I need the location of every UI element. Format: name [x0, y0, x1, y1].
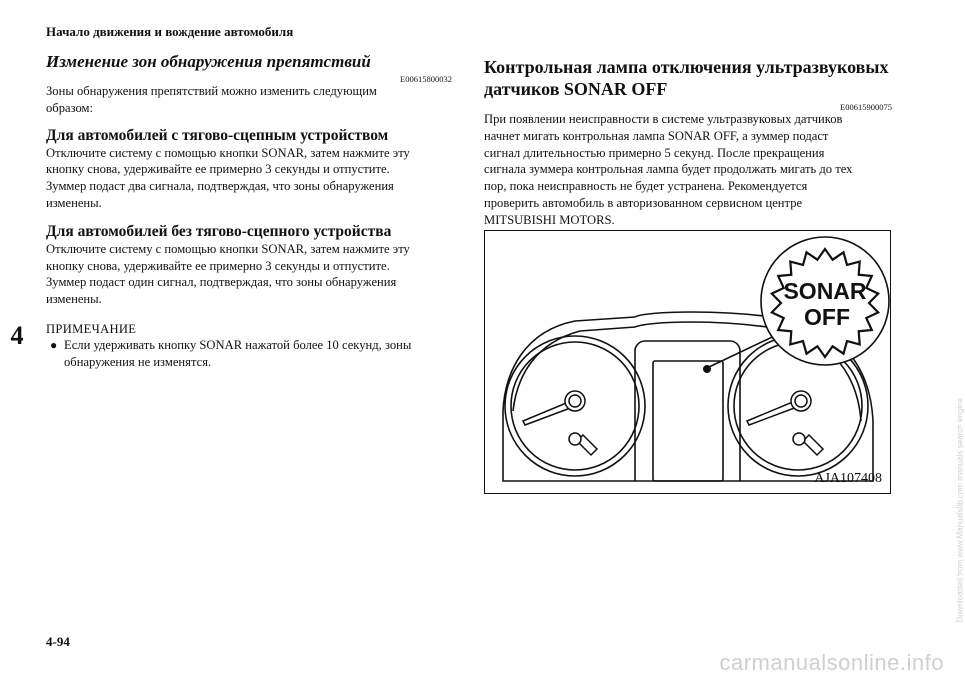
left-hub-inner: [569, 395, 581, 407]
section-title-sonar-off: Контрольная лампа отключения ультразвуковых датчиков SONAR OFF: [484, 57, 889, 99]
right-needle: [747, 401, 797, 425]
right-small-hub: [793, 433, 805, 445]
indicator-text-sonar: SONAR: [783, 278, 867, 304]
heading-without-hitch: Для автомобилей без тягово-сцепного устройства: [46, 222, 392, 240]
left-column: [46, 52, 452, 371]
left-small-hub: [569, 433, 581, 445]
side-watermark: Downloaded from www.Manualslib.com manuals search engine: [956, 398, 965, 623]
section-code: E00615900075: [840, 102, 892, 112]
section-title-detection-zones: Изменение зон обнаружения препятствий: [46, 52, 371, 71]
paragraph-with-hitch: Отключите систему с помощью кнопки SONAR, затем нажмите эту кнопку снова, удерживайте ее примерно 3 секунды и отпустите. Зуммер подаст два сигнала, подтверждая, что зоны обнаружения изменены.: [46, 145, 410, 210]
note-bullet-item: ● Если удерживать кнопку SONAR нажатой более 10 секунд, зоны обнаружения не изменятся.: [50, 337, 412, 369]
center-display: [653, 361, 723, 481]
section-code: E00615800032: [400, 74, 452, 84]
heading-with-hitch: Для автомобилей с тягово-сцепным устройством: [46, 126, 389, 144]
sonar-off-paragraph: При появлении неисправности в системе ультразвуковых датчиков начнет мигать контрольная лампа SONAR OFF, а зуммер подаст сигнал длительностью примерно 5 секунд. После прекращения сигнала зуммера контрольная лампа будет продолжать мигать до тех пор, пока неисправность не будет устранена. Рекомендуется проверить автомобиль в авторизованном сервисном центре MITSUBISHI MOTORS.: [484, 112, 853, 227]
right-hub-inner: [795, 395, 807, 407]
note-title: ПРИМЕЧАНИЕ: [46, 321, 137, 336]
chapter-tab: 4: [0, 306, 34, 366]
running-header: Начало движения и вождение автомобиля: [46, 24, 294, 39]
instrument-cluster-figure: [484, 230, 891, 494]
bullet-icon: ●: [50, 337, 58, 352]
figure-label: AJA107408: [814, 471, 882, 486]
watermark: carmanualsonline.info: [719, 650, 944, 675]
instrument-cluster-illustration: [485, 231, 889, 492]
page-number: 4-94: [46, 634, 70, 649]
intro-paragraph: Зоны обнаружения препятствий можно изменить следующим образом:: [46, 84, 377, 115]
indicator-text-off: OFF: [804, 304, 850, 330]
right-small-needle: [803, 435, 823, 455]
right-column: [484, 56, 892, 229]
center-frame: [635, 341, 740, 481]
paragraph-without-hitch: Отключите систему с помощью кнопки SONAR, затем нажмите эту кнопку снова, удерживайте ее примерно 3 секунды и отпустите. Зуммер подаст один сигнал, подтверждая, что зоны обнаружения изменены.: [46, 241, 410, 307]
